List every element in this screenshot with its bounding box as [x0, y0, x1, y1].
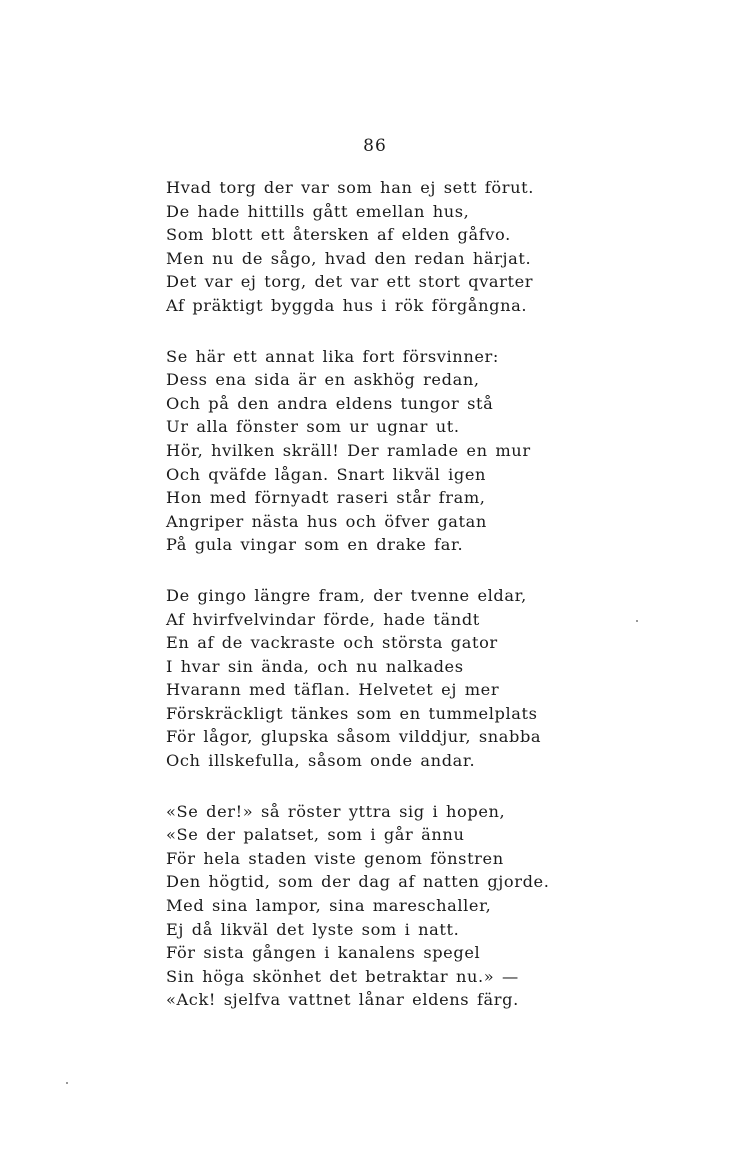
poem-line: Med sina lampor, sina mareschaller, — [166, 896, 492, 916]
paper-speck — [66, 1082, 68, 1084]
poem-line: Af hvirfvelvindar förde, hade tändt — [166, 609, 480, 629]
poem-line: Hvad torg der var som han ej sett förut. — [166, 178, 534, 197]
poem-line: Och qväfde lågan. Snart likväl igen — [166, 464, 487, 484]
paper-speck — [636, 620, 638, 622]
poem-line: Hon med förnyadt raseri står fram, — [166, 488, 486, 508]
poem-line: Den högtid, som der dag af natten gjorde. — [166, 872, 550, 892]
page-number: 86 — [363, 136, 387, 156]
poem-line: Af präktigt byggda hus i rök förgångna. — [166, 295, 528, 315]
stanza-4 — [166, 800, 566, 1012]
poem-line: Sin höga skönhet det betraktar nu.» — — [166, 966, 519, 986]
poem-line: Ej då likväl det lyste som i natt. — [166, 919, 460, 939]
poem-line: Och på den andra eldens tungor stå — [166, 393, 494, 413]
poem-line: Ur alla fönster som ur ugnar ut. — [166, 417, 460, 437]
stanza-2 — [166, 345, 566, 557]
poem-line: Men nu de sågo, hvad den redan härjat. — [166, 248, 532, 268]
poem-line: «Se der palatset, som i går ännu — [166, 825, 465, 845]
stanza-3 — [166, 584, 566, 773]
poem-line: Dess ena sida är en askhög redan, — [166, 370, 480, 390]
stanza-1 — [166, 176, 566, 318]
poem-line: «Ack! sjelfva vattnet lånar eldens färg. — [166, 990, 519, 1010]
poem-line: På gula vingar som en drake far. — [166, 535, 464, 555]
poem-body — [166, 176, 566, 1039]
poem-line: Det var ej torg, det var ett stort qvarter — [166, 272, 534, 292]
poem-line: De hade hittills gått emellan hus, — [166, 201, 470, 221]
poem-line: Angriper nästa hus och öfver gatan — [166, 511, 487, 531]
poem-line: Hvarann med täflan. Helvetet ej mer — [166, 680, 500, 700]
poem-line: Förskräckligt tänkes som en tummelplats — [166, 703, 538, 723]
poem-line: I hvar sin ända, och nu nalkades — [166, 656, 464, 676]
poem-line: «Se der!» så röster yttra sig i hopen, — [166, 801, 506, 821]
poem-line: För hela staden viste genom fönstren — [166, 848, 504, 868]
poem-line: Hör, hvilken skräll! Der ramlade en mur — [166, 440, 531, 460]
poem-line: För lågor, glupska såsom vilddjur, snabba — [166, 727, 542, 747]
poem-line: För sista gången i kanalens spegel — [166, 943, 481, 963]
poem-line: Se här ett annat lika fort försvinner: — [166, 346, 499, 366]
poem-line: En af de vackraste och största gator — [166, 633, 498, 653]
poem-line: De gingo längre fram, der tvenne eldar, — [166, 585, 527, 605]
poem-line: Som blott ett återsken af elden gåfvo. — [166, 225, 511, 245]
poem-line: Och illskefulla, såsom onde andar. — [166, 751, 476, 771]
